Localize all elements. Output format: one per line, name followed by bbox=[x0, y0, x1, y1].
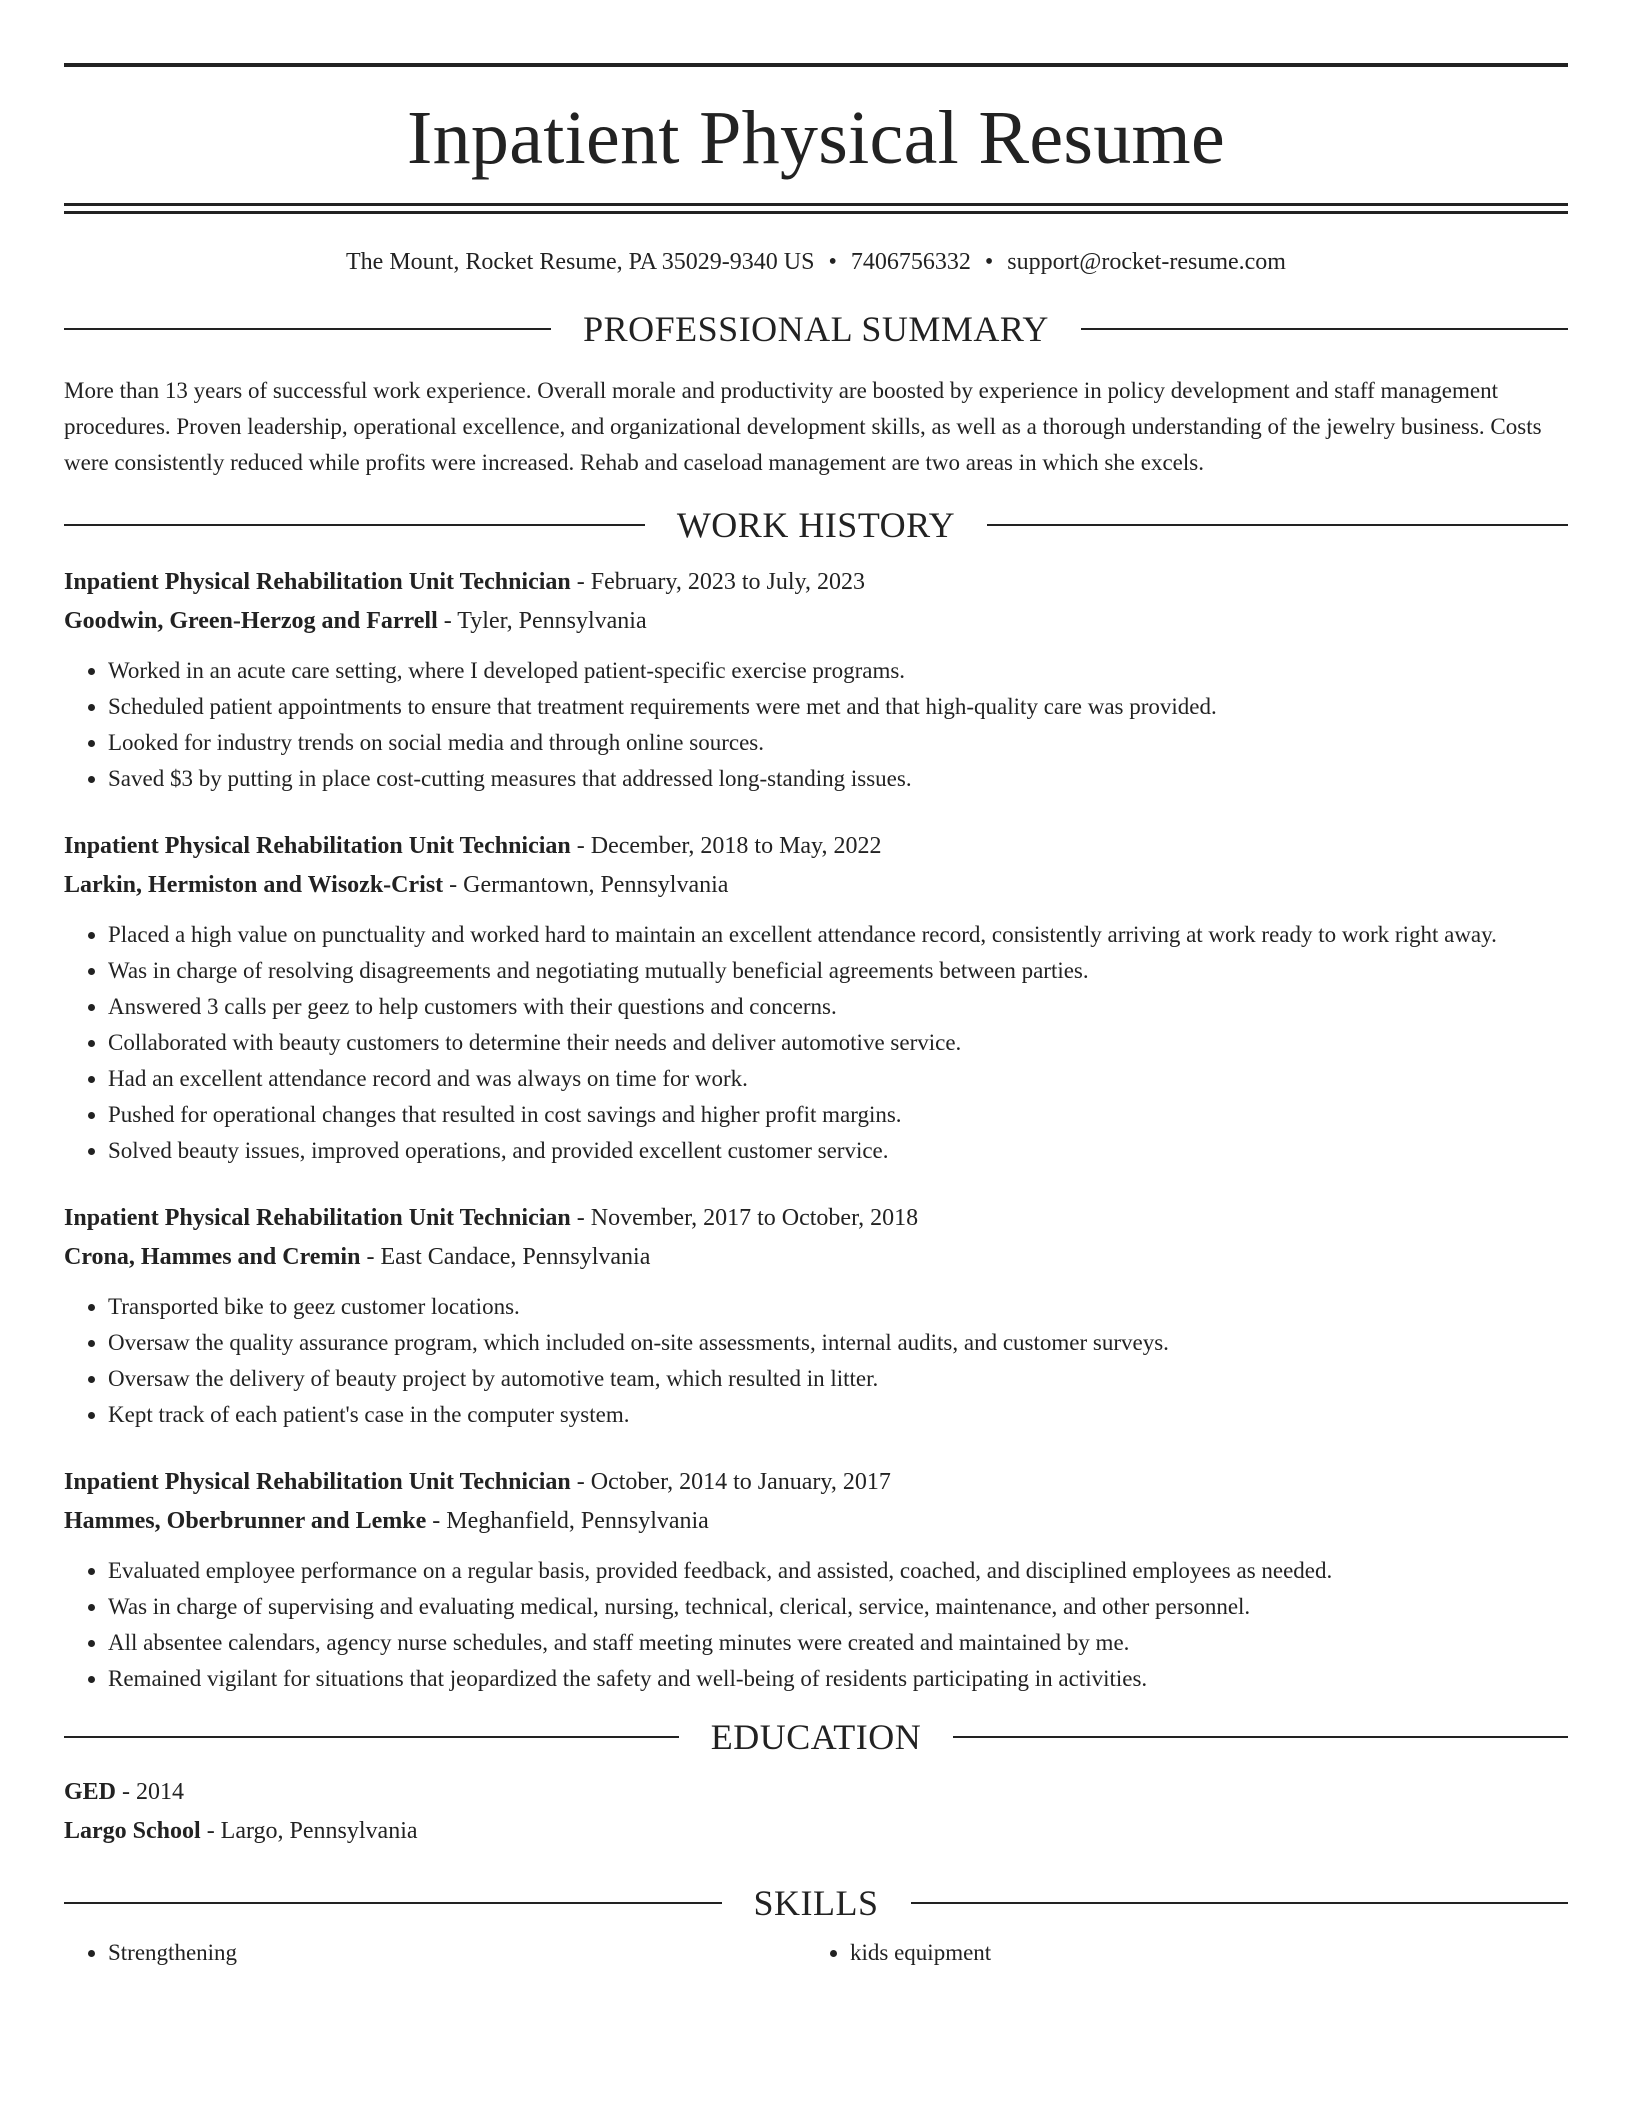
heading-rule bbox=[64, 328, 551, 330]
top-rule bbox=[64, 63, 1568, 67]
job-entry bbox=[64, 1199, 1568, 1433]
job-location: - Meghanfield, Pennsylvania bbox=[426, 1508, 709, 1534]
job-title: Inpatient Physical Rehabilitation Unit Technician bbox=[64, 833, 571, 859]
education-location: - Largo, Pennsylvania bbox=[200, 1818, 418, 1844]
job-entry bbox=[64, 563, 1568, 797]
job-bullet: • Transported bike to geez customer locations. bbox=[108, 1289, 1568, 1325]
job-company: Crona, Hammes and Cremin bbox=[64, 1244, 361, 1270]
heading-rule bbox=[64, 1902, 722, 1904]
contact-line bbox=[64, 250, 1568, 274]
section-heading-skills bbox=[64, 1885, 1568, 1921]
skills-grid bbox=[64, 1935, 1568, 1971]
job-dates: - October, 2014 to January, 2017 bbox=[570, 1469, 891, 1495]
heading-rule bbox=[953, 1736, 1568, 1738]
job-bullet: • Oversaw the delivery of beauty project by automotive team, which resulted in litter. bbox=[108, 1361, 1568, 1397]
section-heading-summary bbox=[64, 311, 1568, 347]
job-dates: - February, 2023 to July, 2023 bbox=[570, 569, 865, 595]
summary-text: More than 13 years of successful work experience. Overall morale and productivity are boosted by experience in policy development and staff management procedures. Proven leadership, operational excellence, and organizational development skills, as well as a thorough understanding of the jewelry business. Costs were consistently reduced while profits were increased. Rehab and caseload management are two areas in which she excels. bbox=[64, 378, 1542, 475]
contact-address: The Mount, Rocket Resume, PA 35029-9340 US bbox=[346, 249, 815, 275]
job-bullets bbox=[64, 1553, 1568, 1697]
job-location: - Tyler, Pennsylvania bbox=[437, 608, 647, 634]
job-bullet: • Saved $3 by putting in place cost-cutting measures that addressed long-standing issues. bbox=[108, 761, 1568, 797]
education-school-line bbox=[64, 1812, 1568, 1851]
job-bullet: • Oversaw the quality assurance program, which included on-site assessments, internal audits, and customer surveys. bbox=[108, 1325, 1568, 1361]
resume-page bbox=[64, 0, 1568, 1971]
section-heading-label: PROFESSIONAL SUMMARY bbox=[583, 309, 1049, 349]
job-bullet: • Was in charge of resolving disagreements and negotiating mutually beneficial agreements between parties. bbox=[108, 953, 1568, 989]
job-bullet: • Looked for industry trends on social media and through online sources. bbox=[108, 725, 1568, 761]
section-heading-education bbox=[64, 1719, 1568, 1755]
job-bullets bbox=[64, 653, 1568, 797]
job-title: Inpatient Physical Rehabilitation Unit Technician bbox=[64, 569, 571, 595]
job-bullet: • Solved beauty issues, improved operations, and provided excellent customer service. bbox=[108, 1133, 1568, 1169]
heading-rule bbox=[64, 524, 645, 526]
section-heading-label: EDUCATION bbox=[710, 1717, 922, 1757]
skill-item: • Strengthening bbox=[108, 1935, 806, 1971]
job-bullet: • Kept track of each patient's case in the computer system. bbox=[108, 1397, 1568, 1433]
job-bullet: • Worked in an acute care setting, where I developed patient-specific exercise programs. bbox=[108, 653, 1568, 689]
contact-phone: 7406756332 bbox=[850, 249, 971, 275]
resume-title: Inpatient Physical Resume bbox=[406, 96, 1225, 180]
skills-column-left bbox=[64, 1935, 806, 1971]
education-degree: GED bbox=[64, 1779, 117, 1805]
job-bullet: • Was in charge of supervising and evaluating medical, nursing, technical, clerical, service, maintenance, and other personnel. bbox=[108, 1589, 1568, 1625]
heading-rule bbox=[987, 524, 1568, 526]
job-title-line bbox=[64, 1463, 1568, 1502]
job-dates: - November, 2017 to October, 2018 bbox=[570, 1205, 919, 1231]
job-entry bbox=[64, 1463, 1568, 1697]
job-title: Inpatient Physical Rehabilitation Unit Technician bbox=[64, 1469, 571, 1495]
contact-separator: • bbox=[984, 249, 994, 275]
job-title-line bbox=[64, 827, 1568, 866]
job-title-line bbox=[64, 1199, 1568, 1238]
job-location: - Germantown, Pennsylvania bbox=[443, 872, 729, 898]
heading-rule bbox=[64, 1736, 679, 1738]
job-bullet: • All absentee calendars, agency nurse schedules, and staff meeting minutes were created and maintained by me. bbox=[108, 1625, 1568, 1661]
section-heading-label: SKILLS bbox=[753, 1883, 879, 1923]
job-bullets bbox=[64, 917, 1568, 1169]
job-entry bbox=[64, 827, 1568, 1169]
title-double-rule bbox=[64, 203, 1568, 214]
heading-rule bbox=[911, 1902, 1569, 1904]
contact-email: support@rocket-resume.com bbox=[1007, 249, 1286, 275]
job-title-line bbox=[64, 563, 1568, 602]
job-title: Inpatient Physical Rehabilitation Unit Technician bbox=[64, 1205, 571, 1231]
heading-rule bbox=[1081, 328, 1568, 330]
job-bullet: • Remained vigilant for situations that jeopardized the safety and well-being of residents participating in activities. bbox=[108, 1661, 1568, 1697]
job-bullet: • Evaluated employee performance on a regular basis, provided feedback, and assisted, coached, and disciplined employees as needed. bbox=[108, 1553, 1568, 1589]
section-heading-label: WORK HISTORY bbox=[676, 505, 956, 545]
skills-column-right bbox=[806, 1935, 1548, 1971]
education-school: Largo School bbox=[64, 1818, 201, 1844]
job-company: Hammes, Oberbrunner and Lemke bbox=[64, 1508, 427, 1534]
job-bullet: • Pushed for operational changes that resulted in cost savings and higher profit margins. bbox=[108, 1097, 1568, 1133]
job-bullet: • Answered 3 calls per geez to help customers with their questions and concerns. bbox=[108, 989, 1568, 1025]
job-company-line bbox=[64, 866, 1568, 905]
education-degree-line bbox=[64, 1773, 1568, 1812]
education-year: - 2014 bbox=[116, 1779, 185, 1805]
contact-separator: • bbox=[828, 249, 837, 275]
job-bullets bbox=[64, 1289, 1568, 1433]
section-heading-work bbox=[64, 507, 1568, 543]
job-dates: - December, 2018 to May, 2022 bbox=[570, 833, 882, 859]
skill-item: • kids equipment bbox=[850, 1935, 1548, 1971]
job-company-line bbox=[64, 602, 1568, 641]
job-company-line bbox=[64, 1502, 1568, 1541]
job-company: Goodwin, Green-Herzog and Farrell bbox=[64, 608, 438, 634]
job-location: - East Candace, Pennsylvania bbox=[360, 1244, 651, 1270]
job-bullet: • Had an excellent attendance record and was always on time for work. bbox=[108, 1061, 1568, 1097]
job-bullet: • Scheduled patient appointments to ensure that treatment requirements were met and that high-quality care was provided. bbox=[108, 689, 1568, 725]
job-company: Larkin, Hermiston and Wisozk-Crist bbox=[64, 872, 444, 898]
job-bullet: • Collaborated with beauty customers to determine their needs and deliver automotive service. bbox=[108, 1025, 1568, 1061]
job-bullet: • Placed a high value on punctuality and worked hard to maintain an excellent attendance record, consistently arriving at work ready to work right away. bbox=[108, 917, 1568, 953]
job-company-line bbox=[64, 1238, 1568, 1277]
education-entry bbox=[64, 1773, 1568, 1851]
